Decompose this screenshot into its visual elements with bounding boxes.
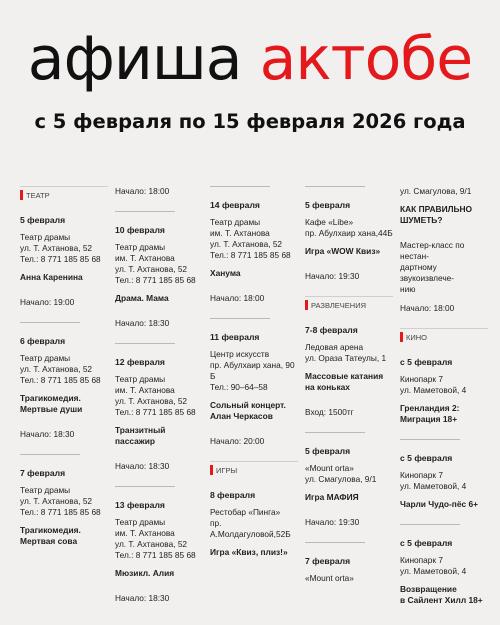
event-venue bbox=[305, 573, 393, 584]
title-line: Игра «WOW Квиз» bbox=[305, 246, 381, 256]
venue-line: Театр драмы bbox=[20, 353, 71, 363]
event-title bbox=[305, 246, 393, 257]
event-divider bbox=[20, 454, 80, 455]
event-title bbox=[210, 400, 298, 422]
event-date: 5 февраля bbox=[305, 200, 351, 210]
title-line: на коньках bbox=[305, 382, 350, 392]
logo bbox=[0, 24, 500, 94]
section-marker bbox=[305, 300, 308, 310]
event-venue bbox=[20, 232, 108, 265]
section-label: ИГРЫ bbox=[216, 465, 238, 475]
venue-line: им. Т. Ахтанова bbox=[115, 385, 175, 395]
venue-line: «Mount orta» bbox=[305, 463, 354, 473]
event-title bbox=[400, 204, 488, 226]
title-line: Мертвые души bbox=[20, 404, 83, 414]
title-line: Миграция 18+ bbox=[400, 414, 458, 424]
venue-line: ул. Т. Ахтанова, 52 bbox=[115, 396, 188, 406]
venue-line: им. Т. Ахтанова bbox=[115, 253, 175, 263]
event-title bbox=[400, 403, 488, 425]
event-divider bbox=[115, 343, 175, 344]
event-venue bbox=[210, 217, 298, 261]
section-label: КИНО bbox=[406, 332, 428, 342]
date-range-subtitle: с 5 февраля по 15 февраля 2026 года bbox=[34, 110, 466, 133]
venue-line: Центр искусств bbox=[210, 349, 270, 359]
venue-line: ул. Маметовой, 4 bbox=[400, 481, 467, 491]
venue-line: им. Т. Ахтанова bbox=[210, 228, 270, 238]
venue-line: Тел.: 8 771 185 85 68 bbox=[115, 550, 196, 560]
venue-line: Ледовая арена bbox=[305, 342, 364, 352]
venue-line: Тел.: 8 771 185 85 68 bbox=[115, 407, 196, 417]
title-line: Массовые катания bbox=[305, 371, 384, 381]
venue-line: Театр драмы bbox=[115, 517, 166, 527]
event-divider bbox=[20, 322, 80, 323]
title-line: Трагикомедия. bbox=[20, 393, 81, 403]
section-label: ТЕАТР bbox=[26, 190, 50, 200]
event-time: Начало: 18:30 bbox=[115, 318, 170, 328]
venue-line: пр. Абулхаир хана, 90 Б bbox=[210, 360, 295, 381]
event-title bbox=[115, 425, 203, 447]
event-time: Начало: 18:00 bbox=[115, 186, 170, 196]
event-title bbox=[20, 272, 108, 283]
section-header bbox=[400, 328, 488, 343]
event-venue bbox=[400, 186, 488, 197]
venue-line: Кинопарк 7 bbox=[400, 555, 443, 565]
event-date: 7 февраля bbox=[20, 468, 66, 478]
event-divider bbox=[400, 439, 460, 440]
event-date: 5 февраля bbox=[20, 215, 66, 225]
event-divider bbox=[115, 486, 175, 487]
venue-line: Тел.: 8 771 185 85 68 bbox=[210, 250, 291, 260]
logo-word-aktobe: актобе bbox=[259, 24, 473, 94]
event-description bbox=[400, 240, 488, 295]
column-4 bbox=[305, 186, 393, 591]
column-1 bbox=[20, 186, 108, 561]
event-time: Начало: 19:30 bbox=[305, 517, 360, 527]
event-divider bbox=[115, 211, 175, 212]
event-title bbox=[115, 568, 203, 579]
event-venue bbox=[305, 217, 393, 239]
event-time: Начало: 18:30 bbox=[115, 593, 170, 603]
event-title bbox=[20, 393, 108, 415]
venue-line: ул. Т. Ахтанова, 52 bbox=[210, 239, 283, 249]
event-venue bbox=[305, 463, 393, 485]
event-date: 11 февраля bbox=[210, 332, 260, 342]
event-date: 7 февраля bbox=[305, 556, 351, 566]
event-venue bbox=[210, 349, 298, 393]
venue-line: ул. Ораза Татеулы, 1 bbox=[305, 353, 387, 363]
title-line: Гренландия 2: bbox=[400, 403, 460, 413]
title-line: Игра «Квиз, плиз!» bbox=[210, 547, 288, 557]
event-venue bbox=[400, 374, 488, 396]
section-header bbox=[210, 461, 298, 476]
venue-line: Кафе «Libe» bbox=[305, 217, 354, 227]
section-marker bbox=[210, 465, 213, 475]
desc-line: нию bbox=[400, 284, 416, 294]
event-venue bbox=[115, 517, 203, 561]
section-header bbox=[20, 186, 108, 201]
column-5 bbox=[400, 186, 488, 620]
section-label: РАЗВЛЕЧЕНИЯ bbox=[311, 300, 367, 310]
event-venue bbox=[210, 507, 298, 540]
event-date: с 5 февраля bbox=[400, 453, 453, 463]
event-venue bbox=[400, 470, 488, 492]
venue-line: Кинопарк 7 bbox=[400, 470, 443, 480]
event-date: 12 февраля bbox=[115, 357, 165, 367]
event-venue bbox=[20, 485, 108, 518]
venue-line: Театр драмы bbox=[115, 374, 166, 384]
event-title bbox=[400, 584, 488, 606]
event-time: Вход: 1500тг bbox=[305, 407, 354, 417]
event-title bbox=[305, 371, 393, 393]
venue-line: ул. Т. Ахтанова, 52 bbox=[20, 243, 93, 253]
event-title bbox=[115, 293, 203, 304]
section-marker bbox=[20, 190, 23, 200]
title-line: КАК ПРАВИЛЬНО bbox=[400, 204, 473, 214]
title-line: Возвращение bbox=[400, 584, 457, 594]
title-line: Мюзикл. Алия bbox=[115, 568, 175, 578]
event-date: 5 февраля bbox=[305, 446, 351, 456]
title-line: Сольный концерт. bbox=[210, 400, 286, 410]
event-time: Начало: 18:00 bbox=[210, 293, 265, 303]
event-divider bbox=[305, 186, 365, 187]
venue-line: Рестобар «Пинга» bbox=[210, 507, 281, 517]
event-date: 6 февраля bbox=[20, 336, 66, 346]
venue-line: Театр драмы bbox=[210, 217, 261, 227]
title-line: Алан Черкасов bbox=[210, 411, 273, 421]
desc-line: Мастер-класс по нестан- bbox=[400, 240, 465, 261]
title-line: Драма. Мама bbox=[115, 293, 169, 303]
event-venue bbox=[20, 353, 108, 386]
title-line: Транзитный пассажир bbox=[115, 425, 166, 446]
venue-line: ул. Маметовой, 4 bbox=[400, 566, 467, 576]
event-divider bbox=[400, 524, 460, 525]
title-line: Игра МАФИЯ bbox=[305, 492, 359, 502]
title-line: Ханума bbox=[210, 268, 241, 278]
event-time: Начало: 18:30 bbox=[115, 461, 170, 471]
title-line: Трагикомедия. bbox=[20, 525, 81, 535]
event-title bbox=[210, 268, 298, 279]
event-date: с 5 февраля bbox=[400, 538, 453, 548]
event-title bbox=[400, 499, 488, 510]
venue-line: им. Т. Ахтанова bbox=[115, 528, 175, 538]
title-line: ШУМЕТЬ? bbox=[400, 215, 443, 225]
event-date: 13 февраля bbox=[115, 500, 165, 510]
column-2 bbox=[115, 186, 203, 618]
event-divider bbox=[210, 318, 270, 319]
event-venue bbox=[115, 374, 203, 418]
venue-line: ул. Т. Ахтанова, 52 bbox=[115, 264, 188, 274]
event-venue bbox=[115, 242, 203, 286]
title-line: Мертвая сова bbox=[20, 536, 78, 546]
event-divider bbox=[210, 186, 270, 187]
event-title bbox=[20, 525, 108, 547]
event-venue bbox=[400, 555, 488, 577]
venue-line: ул. Маметовой, 4 bbox=[400, 385, 467, 395]
venue-line: Театр драмы bbox=[20, 485, 71, 495]
event-date: 10 февраля bbox=[115, 225, 165, 235]
venue-line: Театр драмы bbox=[20, 232, 71, 242]
event-time: Начало: 18:30 bbox=[20, 429, 75, 439]
column-3 bbox=[210, 186, 298, 572]
event-divider bbox=[305, 432, 365, 433]
venue-line: «Mount orta» bbox=[305, 573, 354, 583]
event-time: Начало: 19:30 bbox=[305, 271, 360, 281]
event-time: Начало: 18:00 bbox=[400, 303, 455, 313]
section-header bbox=[305, 296, 393, 311]
title-line: Анна Каренина bbox=[20, 272, 83, 282]
venue-line: Тел.: 8 771 185 85 68 bbox=[20, 375, 101, 385]
venue-line: ул. Т. Ахтанова, 52 bbox=[115, 539, 188, 549]
desc-line: дартному звукоизвлече- bbox=[400, 262, 455, 283]
title-line: в Сайлент Хилл 18+ bbox=[400, 595, 483, 605]
event-title bbox=[210, 547, 298, 558]
venue-line: Тел.: 8 771 185 85 68 bbox=[20, 507, 101, 517]
venue-line: ул. Т. Ахтанова, 52 bbox=[20, 496, 93, 506]
event-time: Начало: 20:00 bbox=[210, 436, 265, 446]
section-marker bbox=[400, 332, 403, 342]
venue-line: Кинопарк 7 bbox=[400, 374, 443, 384]
venue-line: Тел.: 8 771 185 85 68 bbox=[20, 254, 101, 264]
event-divider bbox=[305, 542, 365, 543]
venue-line: ул. Т. Ахтанова, 52 bbox=[20, 364, 93, 374]
venue-line: Театр драмы bbox=[115, 242, 166, 252]
venue-line: пр. Абулхаир хана,44Б bbox=[305, 228, 393, 238]
event-date: 14 февраля bbox=[210, 200, 260, 210]
event-date: 7-8 февраля bbox=[305, 325, 358, 335]
event-time: Начало: 19:00 bbox=[20, 297, 75, 307]
venue-line: пр. А.Молдагуловой,52Б bbox=[210, 518, 291, 539]
venue-line: ул. Смагулова, 9/1 bbox=[400, 186, 472, 196]
venue-line: Тел.: 8 771 185 85 68 bbox=[115, 275, 196, 285]
venue-line: ул. Смагулова, 9/1 bbox=[305, 474, 377, 484]
logo-word-afisha: афиша bbox=[27, 24, 242, 94]
event-date: 8 февраля bbox=[210, 490, 256, 500]
event-venue bbox=[305, 342, 393, 364]
event-title bbox=[305, 492, 393, 503]
title-line: Чарли Чудо-пёс 6+ bbox=[400, 499, 479, 509]
venue-line: Тел.: 90–64–58 bbox=[210, 382, 268, 392]
event-date: с 5 февраля bbox=[400, 357, 453, 367]
